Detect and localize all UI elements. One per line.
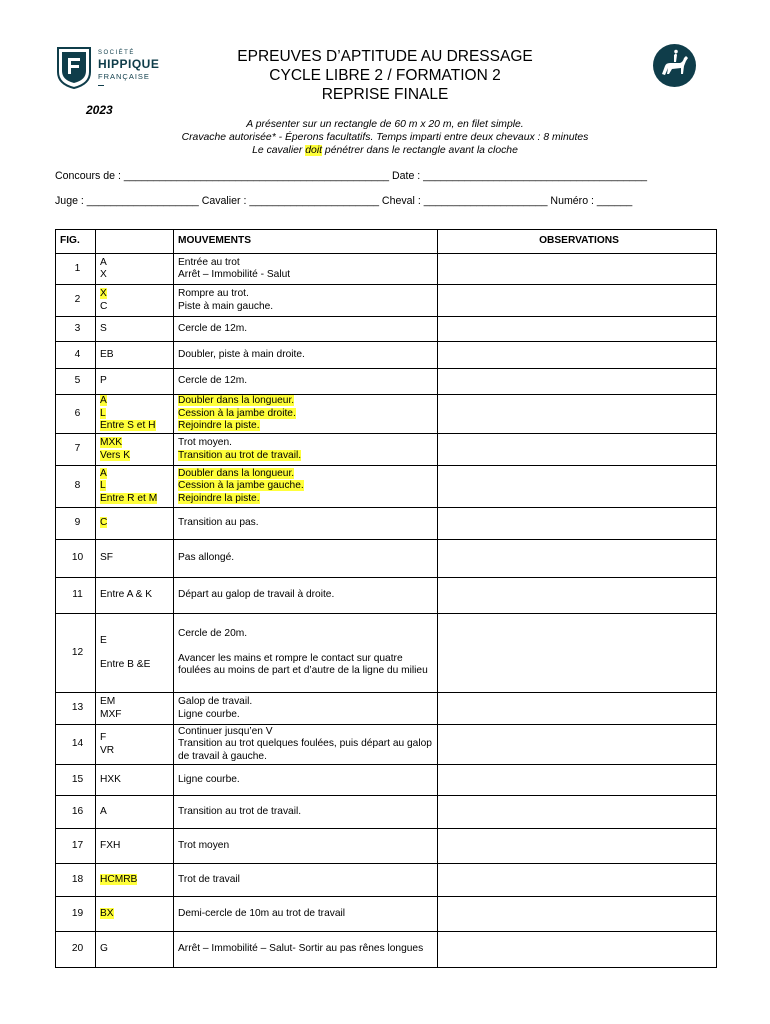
arena-letter (100, 774, 173, 787)
fig-number: 16 (56, 796, 96, 829)
movement-text (178, 943, 437, 956)
brand-line2: HIPPIQUE (98, 57, 160, 71)
arena-letter-text: Entre B &E (100, 659, 151, 670)
arena-letter-text: SF (100, 552, 114, 564)
arena-letter-highlight: X (100, 288, 107, 299)
fig-number: 17 (56, 829, 96, 864)
observation-cell[interactable] (438, 829, 717, 864)
arena-letter (100, 408, 173, 421)
movement-text (178, 257, 437, 270)
spacer (178, 641, 437, 653)
movement-text (178, 269, 437, 282)
arena-letter (100, 323, 173, 336)
arena-letter-cell (96, 342, 174, 369)
movement-text (178, 738, 437, 763)
table-row (56, 765, 717, 796)
table-row (56, 796, 717, 829)
arena-letter-text: F (100, 732, 107, 743)
brand-line3: FRANÇAISE (98, 72, 150, 81)
arena-letter (100, 840, 173, 853)
juge-cavalier-cheval-numero-field[interactable]: Juge : ___________________ Cavalier : ______________________ Cheval : _____________________ Numéro : ______ (55, 195, 633, 207)
arena-letter-highlight: A (100, 395, 107, 407)
arena-letter-highlight: L (100, 407, 106, 419)
fig-number: 10 (56, 540, 96, 578)
arena-letter-text: X (100, 269, 107, 280)
movement-text (178, 774, 437, 787)
fig-number: 6 (56, 395, 96, 434)
arena-letter (100, 257, 173, 270)
movement-text (178, 517, 437, 530)
movement-text-highlight: Cession à la jambe droite. (178, 407, 296, 419)
movement-text-cell (174, 434, 438, 466)
movement-text-text: Galop de travail. (178, 696, 253, 707)
movement-text-text: Rompre au trot. (178, 288, 249, 299)
arena-letter (100, 375, 173, 388)
observation-cell[interactable] (438, 765, 717, 796)
arena-letter-text: A (100, 805, 107, 817)
arena-letter (100, 745, 173, 758)
movement-text (178, 493, 437, 506)
movement-text (178, 301, 437, 314)
fig-number: 1 (56, 254, 96, 285)
observation-cell[interactable] (438, 725, 717, 765)
arena-letter-text: G (100, 943, 108, 955)
arena-letter-text: A (100, 256, 107, 268)
movement-text-cell (174, 342, 438, 369)
movement-text-cell (174, 578, 438, 614)
table-row (56, 829, 717, 864)
fig-number: 18 (56, 864, 96, 897)
fig-number: 11 (56, 578, 96, 614)
arena-letter-text: S (100, 322, 107, 334)
arena-letter (100, 349, 173, 362)
observation-cell[interactable] (438, 614, 717, 693)
table-row (56, 508, 717, 540)
movement-text-cell (174, 932, 438, 968)
movement-text-text: Doubler, piste à main droite. (178, 348, 305, 360)
arena-letter (100, 493, 173, 506)
arena-letter-cell (96, 578, 174, 614)
movement-text (178, 480, 437, 493)
movement-text (178, 420, 437, 433)
arena-letter-cell (96, 864, 174, 897)
arena-letter-text: Entre A & K (100, 589, 153, 601)
arena-letter-text: E (100, 634, 107, 646)
fig-number: 7 (56, 434, 96, 466)
movement-text-text: Cercle de 12m. (178, 322, 248, 334)
table-row (56, 317, 717, 342)
movement-text-cell (174, 508, 438, 540)
fig-number: 3 (56, 317, 96, 342)
movement-text-cell (174, 897, 438, 932)
table-row (56, 395, 717, 434)
movement-text-text: Demi-cercle de 10m au trot de travail (178, 907, 346, 919)
arena-letter (100, 269, 173, 282)
movement-text (178, 696, 437, 709)
arena-letter (100, 450, 173, 463)
arena-letter-highlight: L (100, 480, 106, 492)
observation-cell[interactable] (438, 395, 717, 434)
movement-text (178, 552, 437, 565)
header-fig: FIG. (56, 230, 96, 254)
movement-text (178, 709, 437, 722)
observation-cell[interactable] (438, 932, 717, 968)
movement-text-text: Trot moyen. (178, 437, 232, 448)
movement-text-cell (174, 614, 438, 693)
header-letters (96, 230, 174, 254)
movement-text-cell (174, 725, 438, 765)
fig-number: 15 (56, 765, 96, 796)
arena-letter-text: MXF (100, 708, 122, 720)
arena-letter (100, 589, 173, 602)
movement-text-text: Trot de travail (178, 873, 240, 885)
subtitle-line-3 (0, 144, 770, 157)
arena-letter-cell (96, 897, 174, 932)
arena-letter-cell (96, 614, 174, 693)
observation-cell[interactable] (438, 434, 717, 466)
movement-text-text: Trot moyen (178, 839, 230, 851)
movement-text-text: Transition au trot de travail. (178, 805, 302, 817)
fig-number: 5 (56, 369, 96, 395)
movement-text (178, 806, 437, 819)
table-row (56, 614, 717, 693)
arena-letter (100, 420, 173, 433)
arena-letter-cell (96, 508, 174, 540)
movement-text-cell (174, 285, 438, 317)
arena-letter-text: HXK (100, 773, 121, 785)
concours-date-field[interactable]: Concours de : _____________________________________________ Date : ______________________________________ (55, 170, 648, 182)
arena-letter-text: VR (100, 744, 115, 756)
table-row (56, 897, 717, 932)
arena-letter (100, 874, 173, 887)
observation-cell[interactable] (438, 342, 717, 369)
table-row (56, 540, 717, 578)
movement-text (178, 450, 437, 463)
arena-letter-text: C (100, 300, 108, 312)
movement-text-highlight: Doubler dans la longueur. (178, 467, 295, 479)
brand-line1: SOCIÉTÉ (98, 50, 135, 56)
title-line-3: REPRISE FINALE (321, 86, 449, 103)
arena-letter (100, 301, 173, 314)
arena-letter (100, 635, 173, 648)
movement-text-cell (174, 466, 438, 508)
subtitle-line-3-after: pénétrer dans le rectangle avant la cloche (322, 145, 518, 156)
subtitle-line-3-before: Le cavalier (252, 145, 306, 156)
fig-number: 14 (56, 725, 96, 765)
arena-letter (100, 395, 173, 408)
observation-cell[interactable] (438, 466, 717, 508)
movement-text (178, 437, 437, 450)
observation-cell[interactable] (438, 369, 717, 395)
arena-letter-text: EB (100, 348, 114, 360)
observation-cell[interactable] (438, 508, 717, 540)
table-row (56, 932, 717, 968)
movement-text-text: Départ au galop de travail à droite. (178, 589, 335, 601)
header-mouvements: MOUVEMENTS (174, 230, 438, 254)
arena-letter (100, 659, 173, 672)
movement-text-text: Transition au trot quelques foulées, puis départ au galop de travail à gauche. (178, 738, 432, 762)
table-row (56, 434, 717, 466)
arena-letter-cell (96, 765, 174, 796)
table-row (56, 693, 717, 725)
movement-text-text: Ligne courbe. (178, 773, 240, 785)
movement-text-text: Cercle de 20m. (178, 628, 248, 640)
movement-text-text: Avancer les mains et rompre le contact sur quatre foulées au moins de part et d’autre de la ligne du milieu (178, 652, 428, 677)
arena-letter-cell (96, 254, 174, 285)
table-row (56, 342, 717, 369)
movement-text-text: Entrée au trot (178, 256, 240, 268)
arena-letter (100, 437, 173, 450)
movement-text (178, 349, 437, 362)
movement-text-cell (174, 765, 438, 796)
arena-letter-text: EM (100, 696, 116, 707)
arena-letter-highlight: HCMRB (100, 873, 138, 885)
arena-letter (100, 480, 173, 493)
movement-text-highlight: Cession à la jambe gauche. (178, 480, 304, 492)
movement-text-text: Arrêt – Immobilité – Salut- Sortir au pas rênes longues (178, 943, 424, 955)
movement-text-highlight: Rejoindre la piste. (178, 420, 260, 432)
spacer (100, 647, 173, 659)
movement-text-text: Continuer jusqu’en V (178, 725, 273, 737)
arena-letter-cell (96, 932, 174, 968)
arena-letter-cell (96, 829, 174, 864)
fig-number: 2 (56, 285, 96, 317)
observation-cell[interactable] (438, 864, 717, 897)
title-line-1: EPREUVES D’APTITUDE AU DRESSAGE (237, 48, 533, 65)
movement-text (178, 323, 437, 336)
arena-letter-highlight: Vers K (100, 449, 131, 461)
arena-letter-cell (96, 434, 174, 466)
observation-cell[interactable] (438, 285, 717, 317)
arena-letter-cell (96, 317, 174, 342)
movement-text-cell (174, 317, 438, 342)
table-row (56, 578, 717, 614)
movement-text-cell (174, 540, 438, 578)
fig-number: 13 (56, 693, 96, 725)
arena-letter (100, 288, 173, 301)
arena-letter (100, 552, 173, 565)
arena-letter-highlight: Entre S et H (100, 420, 156, 432)
movement-text-cell (174, 254, 438, 285)
fig-number: 8 (56, 466, 96, 508)
movement-text (178, 874, 437, 887)
movement-text-cell (174, 369, 438, 395)
observation-cell[interactable] (438, 578, 717, 614)
movement-text-highlight: Transition au trot de travail. (178, 449, 302, 461)
arena-letter-highlight: MXK (100, 437, 123, 448)
movement-text-cell (174, 796, 438, 829)
movement-text (178, 653, 437, 678)
movement-text-highlight: Rejoindre la piste. (178, 492, 260, 504)
arena-letter-text: P (100, 375, 107, 387)
arena-letter-cell (96, 725, 174, 765)
movement-text-text: Arrêt – Immobilité - Salut (178, 269, 291, 280)
arena-letter-cell (96, 395, 174, 434)
arena-letter (100, 709, 173, 722)
observation-cell[interactable] (438, 317, 717, 342)
arena-letter-cell (96, 466, 174, 508)
arena-letter (100, 806, 173, 819)
fig-number: 19 (56, 897, 96, 932)
movement-text-text: Cercle de 12m. (178, 375, 248, 387)
movement-text (178, 589, 437, 602)
movement-text (178, 375, 437, 388)
fig-number: 20 (56, 932, 96, 968)
table-row (56, 864, 717, 897)
arena-letter-cell (96, 540, 174, 578)
arena-letter-highlight: BX (100, 907, 114, 919)
arena-letter (100, 517, 173, 530)
arena-letter-cell (96, 796, 174, 829)
arena-letter-highlight: Entre R et M (100, 492, 158, 504)
movement-text-cell (174, 829, 438, 864)
table-header-row (56, 230, 717, 254)
table-row (56, 466, 717, 508)
movement-text (178, 468, 437, 481)
fig-number: 4 (56, 342, 96, 369)
table-body (56, 254, 717, 968)
table-row (56, 369, 717, 395)
arena-letter (100, 468, 173, 481)
arena-letter-highlight: C (100, 517, 108, 529)
movement-text (178, 726, 437, 739)
movement-text-cell (174, 864, 438, 897)
arena-letter-cell (96, 285, 174, 317)
movement-text-text: Ligne courbe. (178, 708, 240, 720)
movement-text-text: Pas allongé. (178, 552, 235, 564)
header-observations: OBSERVATIONS (438, 230, 717, 254)
movement-text (178, 288, 437, 301)
fig-number: 9 (56, 508, 96, 540)
movement-text (178, 408, 437, 421)
arena-letter-cell (96, 369, 174, 395)
observation-cell[interactable] (438, 897, 717, 932)
movement-text-cell (174, 395, 438, 434)
subtitle-line-1: A présenter sur un rectangle de 60 m x 20 m, en filet simple. (246, 119, 524, 130)
arena-letter (100, 943, 173, 956)
arena-letter (100, 696, 173, 709)
movement-text-highlight: Doubler dans la longueur. (178, 395, 295, 407)
title-line-2: CYCLE LIBRE 2 / FORMATION 2 (269, 67, 501, 84)
movement-text-text: Piste à main gauche. (178, 300, 274, 312)
subtitle-line-2: Cravache autorisée* - Éperons facultatifs. Temps imparti entre deux chevaux : 8 minutes (181, 132, 589, 143)
year: 2023 (86, 103, 113, 117)
fig-number: 12 (56, 614, 96, 693)
arena-letter-highlight: A (100, 467, 107, 479)
arena-letter (100, 732, 173, 745)
movement-text-cell (174, 693, 438, 725)
observation-cell[interactable] (438, 540, 717, 578)
arena-letter-cell (96, 693, 174, 725)
movement-text (178, 840, 437, 853)
table-row (56, 254, 717, 285)
movement-text-text: Transition au pas. (178, 517, 259, 529)
subtitle-highlight: doit (305, 145, 323, 156)
movement-text (178, 908, 437, 921)
movement-text (178, 628, 437, 641)
observation-cell[interactable] (438, 693, 717, 725)
movement-text (178, 395, 437, 408)
arena-letter (100, 908, 173, 921)
observation-cell[interactable] (438, 254, 717, 285)
movements-table (55, 229, 717, 968)
table-row (56, 285, 717, 317)
table-row (56, 725, 717, 765)
arena-letter-text: FXH (100, 839, 121, 851)
observation-cell[interactable] (438, 796, 717, 829)
